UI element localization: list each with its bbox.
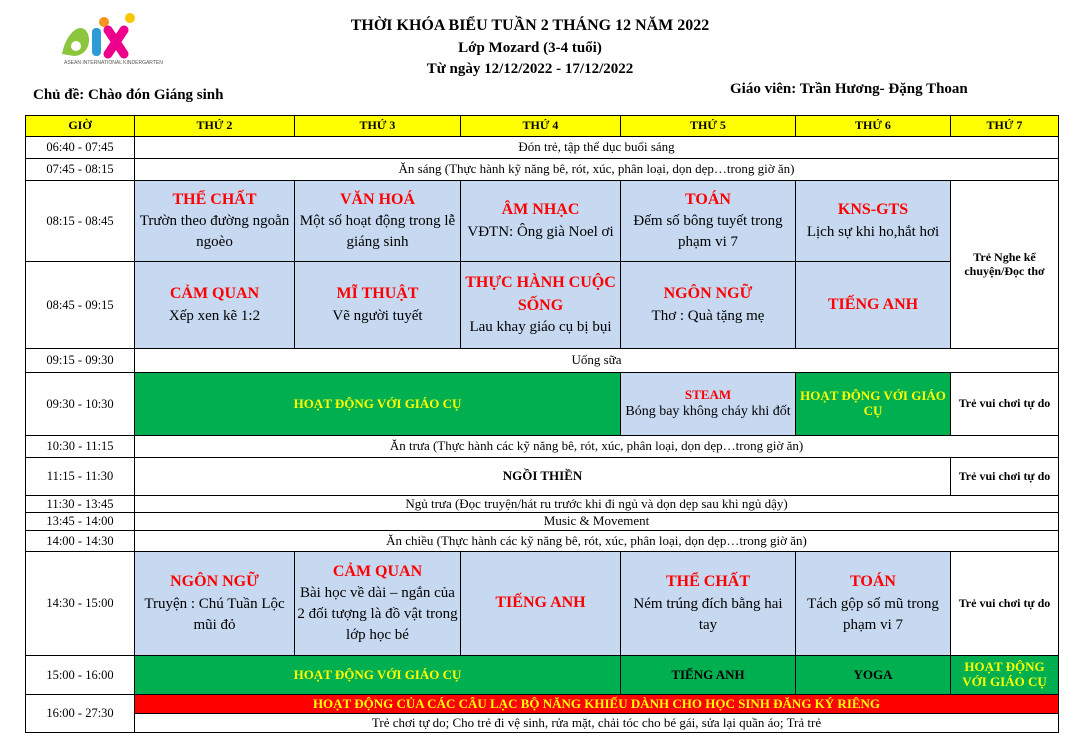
class-name: Lớp Mozard (3-4 tuổi) (458, 40, 602, 56)
lesson-content: Thơ : Quà tặng mẹ (651, 307, 765, 324)
subject: TOÁN (685, 190, 731, 208)
subject: THỰC HÀNH CUỘC SỐNG (465, 274, 616, 314)
lesson-content: Truyện : Chú Tuần Lộc mũi đỏ (144, 595, 285, 633)
activity-cell: YOGA (796, 656, 951, 695)
date-range: Từ ngày 12/12/2022 - 17/12/2022 (426, 61, 634, 77)
col-tue: THỨ 3 (295, 116, 461, 137)
table-row (26, 656, 1059, 695)
club-banner: HOẠT ĐỘNG CỦA CÁC CÂU LẠC BỘ NĂNG KHIẾU DÀNH CHO HỌC SINH ĐĂNG KÝ RIÊNG (135, 695, 1059, 714)
col-sat: THỨ 7 (951, 116, 1059, 137)
table-row (26, 436, 1059, 458)
subject: THỂ CHẤT (665, 573, 750, 591)
activity-cell: HOẠT ĐỘNG VỚI GIÁO CỤ (951, 656, 1059, 695)
lesson-content: Tách gộp số mũ trong phạm vi 7 (807, 595, 939, 633)
lesson-content: Trườn theo đường ngoằn ngoèo (139, 213, 290, 251)
lesson-cell (295, 552, 461, 656)
lesson-content: Lịch sự khi ho,hắt hơi (806, 223, 940, 240)
subject: THỂ CHẤT (172, 190, 257, 208)
subject: NGÔN NGỮ (663, 285, 753, 303)
page-title: THỜI KHÓA BIỂU TUẦN 2 THÁNG 12 NĂM 2022 (350, 17, 710, 34)
lesson-cell (295, 262, 461, 349)
time-cell: 14:00 - 14:30 (26, 531, 135, 552)
routine-cell: Uống sữa (135, 349, 1059, 373)
activity-cell: TIẾNG ANH (621, 656, 796, 695)
lesson-cell (461, 181, 621, 262)
lesson-cell (135, 552, 295, 656)
lesson-content: Một số hoạt động trong lễ giáng sinh (299, 213, 456, 251)
activity-cell: HOẠT ĐỘNG VỚI GIÁO CỤ (135, 656, 621, 695)
lesson-cell (796, 552, 951, 656)
routine-cell: Ăn chiều (Thực hành các kỹ năng bê, rót, xúc, phân loại, dọn dẹp…trong giờ ăn) (135, 531, 1059, 552)
saturday-cell: Trẻ vui chơi tự do (951, 552, 1059, 656)
table-row (26, 373, 1059, 436)
subject: ÂM NHẠC (501, 201, 580, 219)
time-cell: 09:15 - 09:30 (26, 349, 135, 373)
subject: CẢM QUAN (332, 562, 423, 580)
routine-cell: Ngủ trưa (Đọc truyện/hát ru trước khi đi ngủ và dọn dẹp sau khi ngủ dậy) (135, 496, 1059, 513)
lesson-cell (135, 262, 295, 349)
subject: TIẾNG ANH (827, 295, 919, 313)
lesson-content: VĐTN: Ông già Noel ơi (467, 223, 614, 240)
teachers-label: Giáo viên: Trần Hương- Đặng Thoan (730, 81, 968, 97)
routine-cell: Ăn trưa (Thực hành các kỹ năng bê, rót, xúc, phân loại, dọn dẹp…trong giờ ăn) (135, 436, 1059, 458)
table-row (26, 159, 1059, 181)
saturday-cell: Trẻ vui chơi tự do (951, 458, 1059, 496)
lesson-cell (796, 262, 951, 349)
timetable (25, 115, 1059, 733)
table-row (26, 458, 1059, 496)
time-cell: 11:15 - 11:30 (26, 458, 135, 496)
lesson-cell (461, 552, 621, 656)
time-cell: 08:15 - 08:45 (26, 181, 135, 262)
lesson-cell (461, 262, 621, 349)
col-wed: THỨ 4 (461, 116, 621, 137)
lesson-cell (621, 552, 796, 656)
lesson-cell (621, 181, 796, 262)
routine-cell: Đón trẻ, tập thể dục buổi sáng (135, 137, 1059, 159)
table-row (26, 349, 1059, 373)
table-row (26, 496, 1059, 513)
time-cell: 16:00 - 27:30 (26, 695, 135, 733)
routine-cell: Ăn sáng (Thực hành kỹ năng bê, rót, xúc, phân loại, dọn dẹp…trong giờ ăn) (135, 159, 1059, 181)
subject: TOÁN (850, 573, 896, 591)
time-cell: 08:45 - 09:15 (26, 262, 135, 349)
col-time: GIỜ (26, 116, 135, 137)
lesson-cell (295, 181, 461, 262)
lesson-content: Đếm số bông tuyết trong phạm vi 7 (633, 213, 783, 251)
subject: CẢM QUAN (169, 285, 260, 303)
col-fri: THỨ 6 (796, 116, 951, 137)
routine-cell: Music & Movement (135, 513, 1059, 531)
theme-label: Chủ đề: Chào đón Giáng sinh (33, 87, 224, 103)
time-cell: 14:30 - 15:00 (26, 552, 135, 656)
saturday-cell: Trẻ Nghe kể chuyện/Đọc thơ (951, 181, 1059, 349)
subject: VĂN HOÁ (339, 190, 416, 208)
time-cell: 10:30 - 11:15 (26, 436, 135, 458)
routine-cell: NGỒI THIỀN (135, 458, 951, 496)
time-cell: 09:30 - 10:30 (26, 373, 135, 436)
subject: STEAM (684, 386, 732, 402)
activity-cell: HOẠT ĐỘNG VỚI GIÁO CỤ (796, 373, 951, 436)
lesson-content: Ném trúng đích bằng hai tay (633, 595, 783, 633)
table-row (26, 552, 1059, 656)
lesson-cell (621, 262, 796, 349)
col-thu: THỨ 5 (621, 116, 796, 137)
time-cell: 07:45 - 08:15 (26, 159, 135, 181)
school-logo (54, 10, 163, 72)
table-row (26, 531, 1059, 552)
logo-text: ASEAN INTERNATIONAL KINDERGARTEN (64, 60, 163, 66)
saturday-cell: Trẻ vui chơi tự do (951, 373, 1059, 436)
time-cell: 15:00 - 16:00 (26, 656, 135, 695)
table-row (26, 714, 1059, 733)
table-row (26, 137, 1059, 159)
time-cell: 06:40 - 07:45 (26, 137, 135, 159)
routine-cell: Trẻ chơi tự do; Cho trẻ đi vệ sinh, rửa mặt, chải tóc cho bé gái, sửa lại quần áo; Trả trẻ (135, 714, 1059, 733)
subject: MĨ THUẬT (336, 285, 419, 303)
lesson-content: Lau khay giáo cụ bị bụi (469, 318, 612, 335)
table-row (26, 513, 1059, 531)
lesson-cell (796, 181, 951, 262)
lesson-content: Bóng bay không cháy khi đốt (625, 404, 791, 420)
time-cell: 13:45 - 14:00 (26, 513, 135, 531)
subject: NGÔN NGỮ (170, 573, 259, 591)
steam-cell (621, 373, 796, 436)
time-cell: 11:30 - 13:45 (26, 496, 135, 513)
col-mon: THỨ 2 (135, 116, 295, 137)
table-row (26, 695, 1059, 714)
subject: TIẾNG ANH (495, 594, 586, 612)
lesson-content: Xếp xen kẽ 1:2 (168, 307, 261, 324)
header-row (26, 116, 1059, 137)
activity-cell: HOẠT ĐỘNG VỚI GIÁO CỤ (135, 373, 621, 436)
lesson-content: Bài học về dài – ngắn của 2 đối tượng là đồ vật trong lớp học bé (297, 585, 458, 644)
table-row (26, 181, 1059, 262)
lesson-cell (135, 181, 295, 262)
subject: KNS-GTS (837, 201, 909, 219)
lesson-content: Vẽ người tuyết (332, 307, 423, 324)
table-row (26, 262, 1059, 349)
